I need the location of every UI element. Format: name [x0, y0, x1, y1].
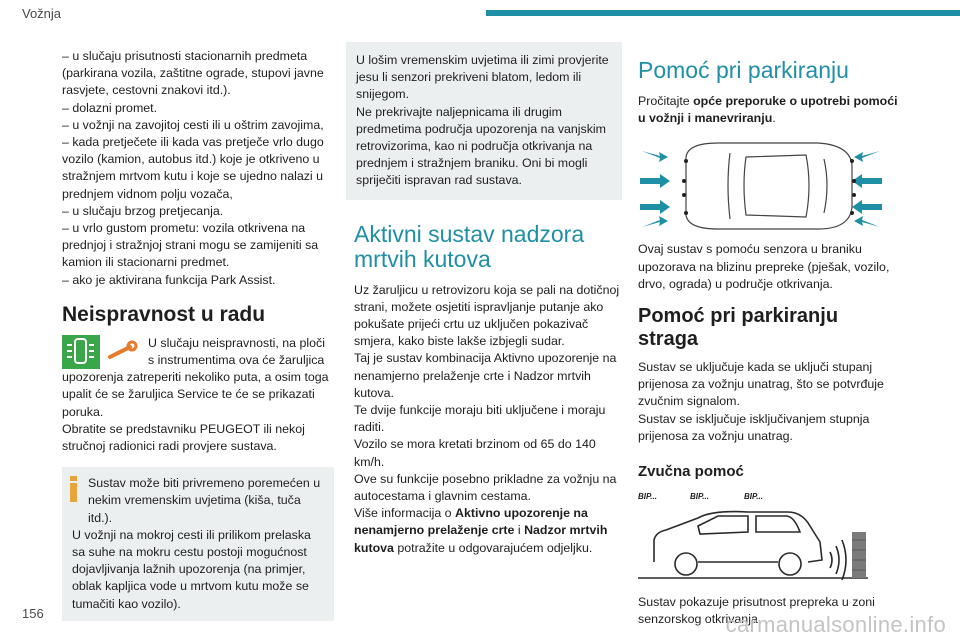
bsm-paragraph: Ove su funkcije posebno prikladne za vožnju na autocestama i glavnim cestama.	[354, 471, 617, 504]
warning-lamps	[62, 335, 142, 369]
list-item: – u slučaju prisutnosti stacionarnih predmeta (parkirana vozila, zaštitne ograde, stupovi javne rasvjete, cestovni znakovi itd.).	[62, 49, 324, 98]
obstacle-wall	[852, 532, 866, 578]
fault-text: U slučaju neispravnosti, na ploči s instrumentima ova će žaruljica upozorenja zatreperiti nekoliko puta, a osim toga upalit će se žaruljica Service te će se prikazati poruka.	[62, 335, 329, 419]
list-item: – dolazni promet.	[62, 100, 158, 115]
info-icon	[69, 476, 78, 502]
reversing-car-icon	[638, 488, 868, 584]
fault-text-2: Obratite se predstavniku PEUGEOT ili nekoj stručnoj radionici radi provjere sustava.	[62, 421, 305, 454]
car-top-view	[686, 143, 852, 229]
bsm-body	[346, 282, 622, 557]
info-text-2: U vožnji na mokroj cesti ili prilikom prelaska sa suhe na mokru cestu postoji mogućnost dojavljivanja lažnih upozorenja (na primjer, oblak kapljica vode u mrtvom kutu može se tumačiti kao vozilo).	[72, 527, 311, 611]
fault-heading: Neispravnost u radu	[62, 302, 266, 326]
fault-section	[62, 335, 334, 455]
info-text: Sustav može biti privremeno poremećen u nekim vremenskim uvjetima (kiša, tuča itd.).	[88, 476, 321, 525]
service-wrench-icon	[104, 335, 142, 369]
note-box	[346, 42, 622, 200]
bsm-paragraph: Te dvije funkcije moraju biti uključene i moraju raditi.	[354, 403, 606, 435]
bsm-paragraph: Vozilo se mora kretati brzinom od 65 do 140 km/h.	[354, 437, 596, 469]
list-item: – u vožnji na zavojitoj cesti ili u oštrim zavojima,	[62, 117, 324, 132]
info-box	[62, 467, 334, 621]
more-info-text: Više informacija o Aktivno upozorenje na nenamjerno prelaženje crte i Nadzor mrtvih kutova potražite u odgovarajućem odjeljku.	[354, 506, 608, 555]
running-header: Vožnja	[22, 6, 62, 21]
column-1	[62, 48, 334, 621]
list-item: – ako je aktivirana funkcija Park Assist.	[62, 272, 276, 287]
park-description: Ovaj sustav s pomoću senzora u braniku upozorava na blizinu prepreke (pješak, vozilo, drvo, ograda) u područje otkrivanja.	[638, 242, 890, 291]
rear-heading: Pomoć pri parkiranju straga	[638, 305, 839, 351]
rear-text-2: Sustav se isključuje isključivanjem stupnja prijenosa za vožnju unatrag.	[638, 411, 870, 443]
list-item: – u slučaju brzog pretjecanja.	[62, 203, 224, 218]
car-sensors-diagram	[638, 137, 884, 233]
park-heading: Pomoć pri parkiranju	[638, 57, 849, 83]
bsm-paragraph: Taj je sustav kombinacija Aktivno upozorenje na nenamjerno prelaženje crte i Nadzor mrtvih kutova.	[354, 351, 617, 400]
note-text-2: Ne prekrivajte naljepnicama ili drugim predmetima područja upozorenja na vanjskim retrovizorima, kao ni područja otkrivanja na prednjem i stražnjem braniku. Oni bi mogli spriječiti ispravan rad sustava.	[356, 104, 607, 188]
rear-text: Sustav se uključuje kada se uključi stupanj prijenosa za vožnju unatrag, što se potvrđuje zvučnim signalom.	[638, 360, 884, 409]
column-3	[638, 48, 900, 628]
read-recommendation: Pročitajte opće preporuke o upotrebi pomoći u vožnji i manevriranju.	[638, 94, 898, 126]
audio-heading: Zvučna pomoć	[638, 463, 744, 481]
list-item: – kada pretječete ili kada vas pretječe vrlo dugo vozilo (kamion, autobus itd.) koje je otkriveno u stražnjem mrtvom kutu i koje se ujedno nalazi u prednjem vidnom polju vozača,	[62, 135, 324, 201]
beep-label: BIP...	[638, 492, 657, 502]
header-accent-bar	[486, 10, 960, 16]
bsm-heading: Aktivni sustav nadzora mrtvih kutova	[354, 220, 585, 272]
audio-diagram	[638, 488, 868, 584]
condition-list	[62, 48, 334, 289]
audio-description: Sustav pokazuje prisutnost prepreka u zoni senzorskog otkrivanja.	[638, 595, 875, 627]
bsm-paragraph: Uz žaruljicu u retrovizoru koja se pali na dotičnoj strani, možete osjetiti ispravljanje putanje ako pokušate prijeći crtu uz uključen pokazivač smjera, kako biste lakše izbjegli sudar.	[354, 282, 620, 349]
note-text: U lošim vremenskim uvjetima ili zimi provjerite jesu li senzori prekriveni blatom, ledom ili snijegom.	[356, 53, 609, 102]
page-number: 156	[22, 606, 44, 621]
list-item: – u vrlo gustom prometu: vozila otkrivena na prednjoj i stražnjoj strani mogu se zamijeniti sa kamion ili stacionarni predmet.	[62, 221, 319, 270]
beep-label: BIP...	[744, 492, 763, 502]
blind-spot-warning-icon	[62, 335, 100, 369]
beep-label: BIP...	[690, 492, 709, 502]
watermark: carmanualsonline.info	[725, 612, 946, 637]
sensor-dots	[682, 159, 856, 215]
column-2	[346, 48, 622, 557]
